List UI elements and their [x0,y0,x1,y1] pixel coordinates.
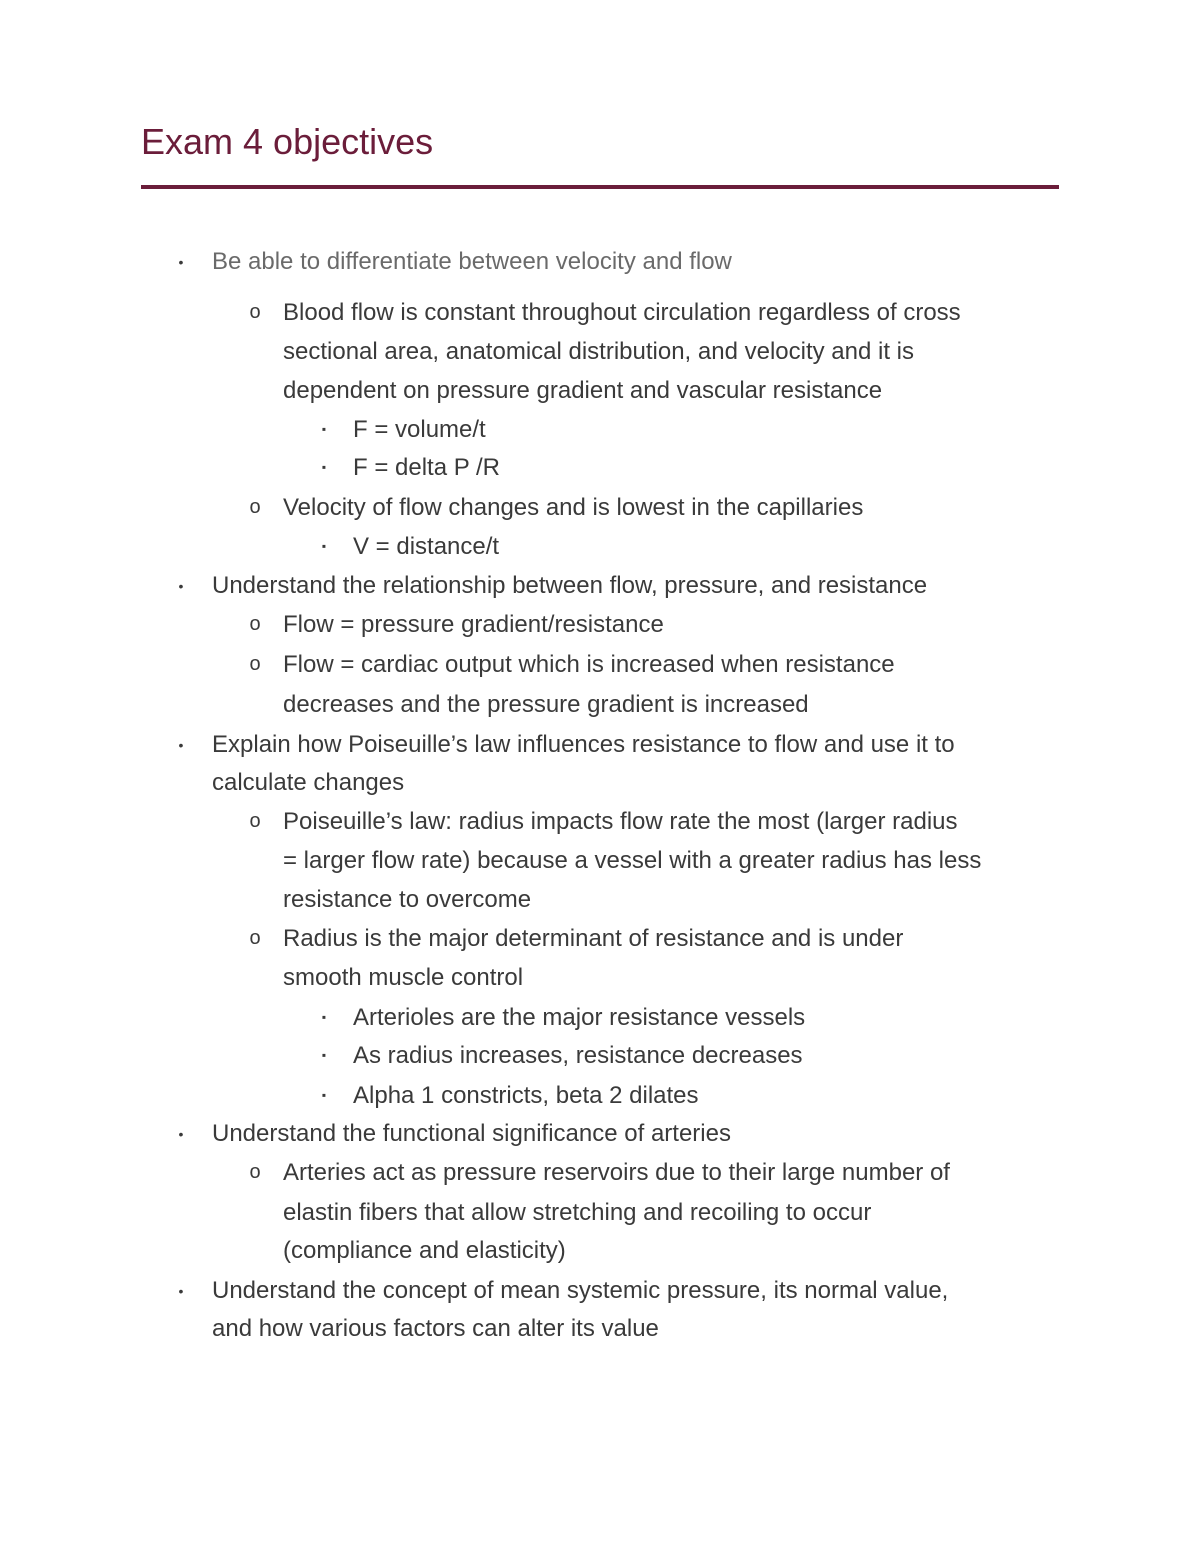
formula-velocity: V = distance/t [353,533,500,560]
sub-bullet-marker: o [249,653,261,675]
objective-3-sub-1-line-3: resistance to overcome [283,886,532,913]
sub-bullet-marker: o [249,1161,261,1183]
objective-1-sub-1-line-3: dependent on pressure gradient and vascular resistance [283,377,883,404]
objective-2-sub-2-line-2: decreases and the pressure gradient is increased [283,691,809,718]
page-title: Exam 4 objectives [141,121,434,162]
formula-flow-pressure: F = delta P /R [353,454,500,481]
square-bullet-marker: ▪ [321,1088,327,1102]
objective-3-detail-3: Alpha 1 constricts, beta 2 dilates [353,1082,699,1109]
sub-bullet-marker: o [249,301,261,323]
objective-3-sub-1-line-1: Poiseuille’s law: radius impacts flow rate the most (larger radius [283,808,958,835]
objective-3-line-2: calculate changes [212,769,405,796]
objective-4-sub-1-line-2: elastin fibers that allow stretching and recoiling to occur [283,1199,872,1226]
objective-4-sub-1-line-1: Arteries act as pressure reservoirs due to their large number of [283,1159,950,1186]
objective-1-sub-2-line-1: Velocity of flow changes and is lowest in the capillaries [283,494,864,521]
bullet-marker: • [178,737,184,753]
objective-1-sub-1-line-1: Blood flow is constant throughout circulation regardless of cross [283,299,961,326]
square-bullet-marker: ▪ [321,422,327,436]
sub-bullet-marker: o [249,927,261,949]
formula-flow-volume: F = volume/t [353,416,486,443]
sub-bullet-marker: o [249,496,261,518]
square-bullet-marker: ▪ [321,460,327,474]
objective-3-sub-1-line-2: = larger flow rate) because a vessel with a greater radius has less [283,847,982,874]
objective-3-sub-2-line-2: smooth muscle control [283,964,524,991]
bullet-marker: • [178,578,184,594]
objective-3-detail-2: As radius increases, resistance decreases [353,1042,803,1069]
square-bullet-marker: ▪ [321,539,327,553]
square-bullet-marker: ▪ [321,1048,327,1062]
objective-2-sub-2-line-1: Flow = cardiac output which is increased when resistance [283,651,895,678]
objective-1-sub-1-line-2: sectional area, anatomical distribution, and velocity and it is [283,338,915,365]
objective-3-sub-2-line-1: Radius is the major determinant of resistance and is under [283,925,904,952]
objective-4-sub-1-line-3: (compliance and elasticity) [283,1237,566,1264]
sub-bullet-marker: o [249,810,261,832]
bullet-marker: • [178,1283,184,1299]
objective-3-line-1: Explain how Poiseuille’s law influences resistance to flow and use it to [212,731,955,758]
bullet-marker: • [178,254,184,270]
bullet-marker: • [178,1126,184,1142]
title-divider [141,185,1059,189]
square-bullet-marker: ▪ [321,1010,327,1024]
objective-5-line-2: and how various factors can alter its value [212,1315,659,1342]
objective-2-sub-1-line-1: Flow = pressure gradient/resistance [283,611,664,638]
objective-3-detail-1: Arterioles are the major resistance vessels [353,1004,806,1031]
sub-bullet-marker: o [249,613,261,635]
objective-1-text: Be able to differentiate between velocity and flow [212,248,732,275]
objective-2-text: Understand the relationship between flow, pressure, and resistance [212,572,928,599]
objective-5-line-1: Understand the concept of mean systemic pressure, its normal value, [212,1277,949,1304]
objective-4-text: Understand the functional significance of arteries [212,1120,731,1147]
